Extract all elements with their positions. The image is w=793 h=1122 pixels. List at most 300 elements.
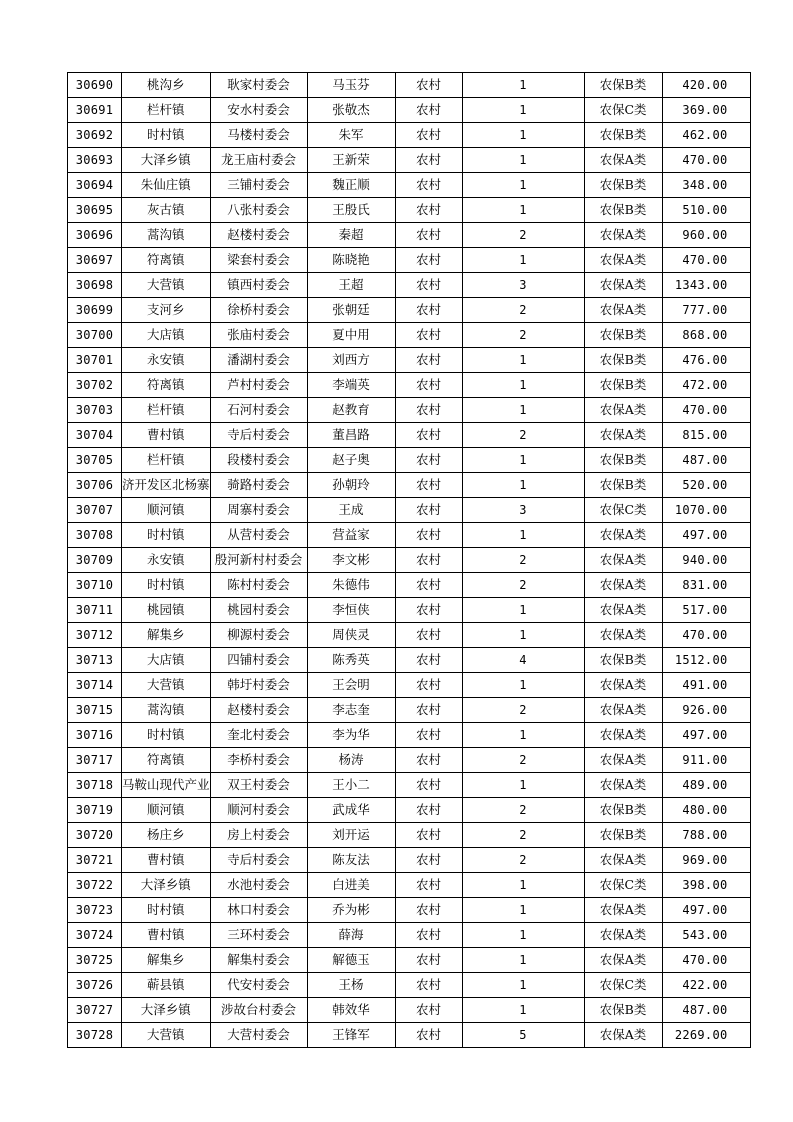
name-cell: 陈晓艳: [307, 248, 395, 273]
table-row: [68, 598, 751, 623]
household-type-cell: 农村: [395, 1023, 462, 1048]
member-count-cell: 1: [462, 998, 584, 1023]
record-id-cell: 30720: [68, 823, 122, 848]
record-id-cell: 30707: [68, 498, 122, 523]
amount-cell: 543.00: [662, 923, 750, 948]
name-cell: 张敬杰: [307, 98, 395, 123]
insurance-category-cell: 农保B类: [584, 373, 662, 398]
household-type-cell: 农村: [395, 298, 462, 323]
record-id-cell: 30701: [68, 348, 122, 373]
amount-cell: 2269.00: [662, 1023, 750, 1048]
member-count-cell: 5: [462, 1023, 584, 1048]
amount-cell: 487.00: [662, 998, 750, 1023]
village-committee-cell: 芦村村委会: [210, 373, 307, 398]
amount-cell: 470.00: [662, 623, 750, 648]
table-row: [68, 73, 751, 98]
member-count-cell: 1: [462, 248, 584, 273]
household-type-cell: 农村: [395, 873, 462, 898]
village-committee-cell: 韩圩村委会: [210, 673, 307, 698]
township-cell: 曹村镇: [122, 848, 211, 873]
village-committee-cell: 林口村委会: [210, 898, 307, 923]
name-cell: 王超: [307, 273, 395, 298]
record-id-cell: 30711: [68, 598, 122, 623]
amount-cell: 480.00: [662, 798, 750, 823]
household-type-cell: 农村: [395, 523, 462, 548]
amount-cell: 497.00: [662, 723, 750, 748]
table-row: [68, 873, 751, 898]
village-committee-cell: 梁套村委会: [210, 248, 307, 273]
amount-cell: 940.00: [662, 548, 750, 573]
village-committee-cell: 三环村委会: [210, 923, 307, 948]
village-committee-cell: 赵楼村委会: [210, 223, 307, 248]
insurance-category-cell: 农保A类: [584, 698, 662, 723]
record-id-cell: 30703: [68, 398, 122, 423]
member-count-cell: 2: [462, 323, 584, 348]
table-row: [68, 98, 751, 123]
record-id-cell: 30702: [68, 373, 122, 398]
amount-cell: 911.00: [662, 748, 750, 773]
name-cell: 马玉芬: [307, 73, 395, 98]
township-cell: 灰古镇: [122, 198, 211, 223]
amount-cell: 470.00: [662, 398, 750, 423]
record-id-cell: 30728: [68, 1023, 122, 1048]
village-committee-cell: 房上村委会: [210, 823, 307, 848]
township-cell: 蒿沟镇: [122, 698, 211, 723]
village-committee-cell: 安水村委会: [210, 98, 307, 123]
township-cell: 杨庄乡: [122, 823, 211, 848]
village-committee-cell: 涉故台村委会: [210, 998, 307, 1023]
insurance-category-cell: 农保A类: [584, 398, 662, 423]
household-type-cell: 农村: [395, 948, 462, 973]
name-cell: 周侠灵: [307, 623, 395, 648]
record-id-cell: 30721: [68, 848, 122, 873]
record-id-cell: 30706: [68, 473, 122, 498]
name-cell: 王殷氏: [307, 198, 395, 223]
table-row: [68, 348, 751, 373]
township-cell: 永安镇: [122, 348, 211, 373]
township-cell: 符离镇: [122, 248, 211, 273]
township-cell: 永安镇: [122, 548, 211, 573]
township-cell: 大店镇: [122, 323, 211, 348]
name-cell: 陈秀英: [307, 648, 395, 673]
table-row: [68, 798, 751, 823]
township-cell: 顺河镇: [122, 498, 211, 523]
village-committee-cell: 桃园村委会: [210, 598, 307, 623]
household-type-cell: 农村: [395, 548, 462, 573]
township-cell: 时村镇: [122, 123, 211, 148]
township-cell: 栏杆镇: [122, 448, 211, 473]
member-count-cell: 1: [462, 373, 584, 398]
village-committee-cell: 马楼村委会: [210, 123, 307, 148]
amount-cell: 420.00: [662, 73, 750, 98]
name-cell: 李志奎: [307, 698, 395, 723]
record-id-cell: 30697: [68, 248, 122, 273]
township-cell: 时村镇: [122, 898, 211, 923]
name-cell: 刘西方: [307, 348, 395, 373]
name-cell: 刘开运: [307, 823, 395, 848]
household-type-cell: 农村: [395, 73, 462, 98]
record-id-cell: 30699: [68, 298, 122, 323]
record-id-cell: 30726: [68, 973, 122, 998]
record-id-cell: 30722: [68, 873, 122, 898]
household-type-cell: 农村: [395, 423, 462, 448]
record-id-cell: 30709: [68, 548, 122, 573]
name-cell: 李为华: [307, 723, 395, 748]
amount-cell: 868.00: [662, 323, 750, 348]
household-type-cell: 农村: [395, 398, 462, 423]
member-count-cell: 2: [462, 573, 584, 598]
record-id-cell: 30724: [68, 923, 122, 948]
member-count-cell: 1: [462, 598, 584, 623]
member-count-cell: 2: [462, 823, 584, 848]
amount-cell: 517.00: [662, 598, 750, 623]
amount-cell: 422.00: [662, 973, 750, 998]
village-committee-cell: 奎北村委会: [210, 723, 307, 748]
member-count-cell: 1: [462, 173, 584, 198]
amount-cell: 510.00: [662, 198, 750, 223]
amount-cell: 491.00: [662, 673, 750, 698]
member-count-cell: 4: [462, 648, 584, 673]
township-cell: 蒿沟镇: [122, 223, 211, 248]
township-cell: 大营镇: [122, 273, 211, 298]
village-committee-cell: 三铺村委会: [210, 173, 307, 198]
insurance-category-cell: 农保C类: [584, 98, 662, 123]
insurance-category-cell: 农保B类: [584, 198, 662, 223]
household-type-cell: 农村: [395, 698, 462, 723]
amount-cell: 497.00: [662, 898, 750, 923]
record-id-cell: 30718: [68, 773, 122, 798]
insurance-category-cell: 农保A类: [584, 723, 662, 748]
name-cell: 王锋军: [307, 1023, 395, 1048]
table-row: [68, 523, 751, 548]
table-row: [68, 948, 751, 973]
record-id-cell: 30691: [68, 98, 122, 123]
insurance-category-cell: 农保A类: [584, 623, 662, 648]
village-committee-cell: 顺河村委会: [210, 798, 307, 823]
name-cell: 王小二: [307, 773, 395, 798]
village-committee-cell: 陈村村委会: [210, 573, 307, 598]
table-row: [68, 573, 751, 598]
amount-cell: 788.00: [662, 823, 750, 848]
member-count-cell: 2: [462, 223, 584, 248]
insurance-category-cell: 农保B类: [584, 823, 662, 848]
township-cell: 解集乡: [122, 623, 211, 648]
village-committee-cell: 段楼村委会: [210, 448, 307, 473]
name-cell: 白进美: [307, 873, 395, 898]
amount-cell: 489.00: [662, 773, 750, 798]
record-id-cell: 30690: [68, 73, 122, 98]
name-cell: 王新荣: [307, 148, 395, 173]
amount-cell: 398.00: [662, 873, 750, 898]
member-count-cell: 1: [462, 448, 584, 473]
table-row: [68, 748, 751, 773]
table-row: [68, 173, 751, 198]
household-type-cell: 农村: [395, 223, 462, 248]
name-cell: 薛海: [307, 923, 395, 948]
township-cell: 大营镇: [122, 673, 211, 698]
table-row: [68, 698, 751, 723]
township-cell: 蕲县镇: [122, 973, 211, 998]
township-cell: 大泽乡镇: [122, 873, 211, 898]
village-committee-cell: 殷河新村村委会: [210, 548, 307, 573]
amount-cell: 470.00: [662, 248, 750, 273]
insurance-category-cell: 农保B类: [584, 73, 662, 98]
record-id-cell: 30713: [68, 648, 122, 673]
name-cell: 朱德伟: [307, 573, 395, 598]
name-cell: 夏中用: [307, 323, 395, 348]
member-count-cell: 1: [462, 348, 584, 373]
table-row: [68, 448, 751, 473]
insurance-category-cell: 农保C类: [584, 498, 662, 523]
household-type-cell: 农村: [395, 473, 462, 498]
table-row: [68, 398, 751, 423]
insurance-category-cell: 农保A类: [584, 773, 662, 798]
township-cell: 栏杆镇: [122, 98, 211, 123]
household-type-cell: 农村: [395, 348, 462, 373]
township-cell: 顺河镇: [122, 798, 211, 823]
amount-cell: 1343.00: [662, 273, 750, 298]
member-count-cell: 2: [462, 548, 584, 573]
household-type-cell: 农村: [395, 98, 462, 123]
name-cell: 韩效华: [307, 998, 395, 1023]
household-type-cell: 农村: [395, 573, 462, 598]
member-count-cell: 1: [462, 948, 584, 973]
record-id-cell: 30723: [68, 898, 122, 923]
village-committee-cell: 耿家村委会: [210, 73, 307, 98]
member-count-cell: 1: [462, 923, 584, 948]
member-count-cell: 1: [462, 398, 584, 423]
amount-cell: 497.00: [662, 523, 750, 548]
township-cell: 曹村镇: [122, 923, 211, 948]
table-row: [68, 423, 751, 448]
name-cell: 武成华: [307, 798, 395, 823]
table-row: [68, 148, 751, 173]
insurance-category-cell: 农保C类: [584, 873, 662, 898]
record-id-cell: 30725: [68, 948, 122, 973]
name-cell: 王会明: [307, 673, 395, 698]
amount-cell: 487.00: [662, 448, 750, 473]
table-row: [68, 848, 751, 873]
insurance-category-cell: 农保A类: [584, 223, 662, 248]
member-count-cell: 1: [462, 473, 584, 498]
household-type-cell: 农村: [395, 823, 462, 848]
table-row: [68, 198, 751, 223]
village-committee-cell: 寺后村委会: [210, 848, 307, 873]
member-count-cell: 1: [462, 623, 584, 648]
table-row: [68, 248, 751, 273]
table-row: [68, 648, 751, 673]
insurance-category-cell: 农保A类: [584, 598, 662, 623]
household-type-cell: 农村: [395, 373, 462, 398]
household-type-cell: 农村: [395, 998, 462, 1023]
amount-cell: 969.00: [662, 848, 750, 873]
record-id-cell: 30696: [68, 223, 122, 248]
township-cell: 时村镇: [122, 723, 211, 748]
name-cell: 营益家: [307, 523, 395, 548]
amount-cell: 476.00: [662, 348, 750, 373]
village-committee-cell: 双王村委会: [210, 773, 307, 798]
township-cell: 曹村镇: [122, 423, 211, 448]
table-row: [68, 373, 751, 398]
village-committee-cell: 石河村委会: [210, 398, 307, 423]
name-cell: 杨涛: [307, 748, 395, 773]
village-committee-cell: 赵楼村委会: [210, 698, 307, 723]
name-cell: 张朝廷: [307, 298, 395, 323]
insurance-category-cell: 农保A类: [584, 848, 662, 873]
household-type-cell: 农村: [395, 273, 462, 298]
table-row: [68, 973, 751, 998]
amount-cell: 472.00: [662, 373, 750, 398]
member-count-cell: 1: [462, 148, 584, 173]
insurance-category-cell: 农保A类: [584, 923, 662, 948]
village-committee-cell: 四铺村委会: [210, 648, 307, 673]
member-count-cell: 2: [462, 423, 584, 448]
record-id-cell: 30712: [68, 623, 122, 648]
insurance-category-cell: 农保B类: [584, 123, 662, 148]
township-cell: 朱仙庄镇: [122, 173, 211, 198]
village-committee-cell: 徐桥村委会: [210, 298, 307, 323]
amount-cell: 1070.00: [662, 498, 750, 523]
household-type-cell: 农村: [395, 723, 462, 748]
record-id-cell: 30704: [68, 423, 122, 448]
member-count-cell: 1: [462, 123, 584, 148]
insurance-category-cell: 农保A类: [584, 523, 662, 548]
household-type-cell: 农村: [395, 773, 462, 798]
table-row: [68, 923, 751, 948]
name-cell: 解德玉: [307, 948, 395, 973]
township-cell: 栏杆镇: [122, 398, 211, 423]
village-committee-cell: 从营村委会: [210, 523, 307, 548]
village-committee-cell: 李桥村委会: [210, 748, 307, 773]
record-id-cell: 30698: [68, 273, 122, 298]
data-table: [67, 72, 751, 1048]
insurance-category-cell: 农保A类: [584, 748, 662, 773]
insurance-category-cell: 农保A类: [584, 273, 662, 298]
member-count-cell: 2: [462, 298, 584, 323]
village-committee-cell: 寺后村委会: [210, 423, 307, 448]
township-cell: 大泽乡镇: [122, 998, 211, 1023]
table-body: [68, 73, 751, 1048]
household-type-cell: 农村: [395, 123, 462, 148]
township-cell: 时村镇: [122, 573, 211, 598]
record-id-cell: 30715: [68, 698, 122, 723]
household-type-cell: 农村: [395, 598, 462, 623]
record-id-cell: 30695: [68, 198, 122, 223]
member-count-cell: 3: [462, 273, 584, 298]
amount-cell: 1512.00: [662, 648, 750, 673]
name-cell: 赵子奥: [307, 448, 395, 473]
name-cell: 王杨: [307, 973, 395, 998]
village-committee-cell: 骑路村委会: [210, 473, 307, 498]
insurance-category-cell: 农保B类: [584, 998, 662, 1023]
table-row: [68, 623, 751, 648]
insurance-category-cell: 农保A类: [584, 248, 662, 273]
name-cell: 乔为彬: [307, 898, 395, 923]
village-committee-cell: 潘湖村委会: [210, 348, 307, 373]
insurance-category-cell: 农保B类: [584, 473, 662, 498]
household-type-cell: 农村: [395, 198, 462, 223]
amount-cell: 926.00: [662, 698, 750, 723]
household-type-cell: 农村: [395, 323, 462, 348]
table-row: [68, 323, 751, 348]
member-count-cell: 1: [462, 198, 584, 223]
household-type-cell: 农村: [395, 623, 462, 648]
insurance-category-cell: 农保A类: [584, 573, 662, 598]
township-cell: 桃园镇: [122, 598, 211, 623]
table-row: [68, 898, 751, 923]
insurance-category-cell: 农保A类: [584, 423, 662, 448]
table-row: [68, 498, 751, 523]
insurance-category-cell: 农保B类: [584, 798, 662, 823]
member-count-cell: 1: [462, 98, 584, 123]
table-row: [68, 123, 751, 148]
township-cell: 马鞍山现代产业: [122, 773, 211, 798]
village-committee-cell: 周寨村委会: [210, 498, 307, 523]
amount-cell: 470.00: [662, 948, 750, 973]
member-count-cell: 3: [462, 498, 584, 523]
household-type-cell: 农村: [395, 798, 462, 823]
township-cell: 大店镇: [122, 648, 211, 673]
record-id-cell: 30708: [68, 523, 122, 548]
name-cell: 秦超: [307, 223, 395, 248]
insurance-category-cell: 农保C类: [584, 973, 662, 998]
township-cell: 解集乡: [122, 948, 211, 973]
record-id-cell: 30714: [68, 673, 122, 698]
member-count-cell: 1: [462, 973, 584, 998]
village-committee-cell: 镇西村委会: [210, 273, 307, 298]
record-id-cell: 30694: [68, 173, 122, 198]
record-id-cell: 30710: [68, 573, 122, 598]
record-id-cell: 30717: [68, 748, 122, 773]
household-type-cell: 农村: [395, 648, 462, 673]
amount-cell: 470.00: [662, 148, 750, 173]
table-row: [68, 473, 751, 498]
insurance-category-cell: 农保A类: [584, 1023, 662, 1048]
member-count-cell: 1: [462, 723, 584, 748]
table-row: [68, 723, 751, 748]
table-row: [68, 273, 751, 298]
member-count-cell: 1: [462, 873, 584, 898]
township-cell: 支河乡: [122, 298, 211, 323]
insurance-category-cell: 农保A类: [584, 673, 662, 698]
amount-cell: 369.00: [662, 98, 750, 123]
amount-cell: 960.00: [662, 223, 750, 248]
name-cell: 赵教育: [307, 398, 395, 423]
member-count-cell: 1: [462, 673, 584, 698]
household-type-cell: 农村: [395, 848, 462, 873]
amount-cell: 520.00: [662, 473, 750, 498]
township-cell: 符离镇: [122, 748, 211, 773]
member-count-cell: 1: [462, 73, 584, 98]
insurance-category-cell: 农保A类: [584, 148, 662, 173]
household-type-cell: 农村: [395, 673, 462, 698]
insurance-category-cell: 农保A类: [584, 898, 662, 923]
amount-cell: 815.00: [662, 423, 750, 448]
village-committee-cell: 大营村委会: [210, 1023, 307, 1048]
table-row: [68, 773, 751, 798]
household-type-cell: 农村: [395, 748, 462, 773]
village-committee-cell: 龙王庙村委会: [210, 148, 307, 173]
table-row: [68, 223, 751, 248]
amount-cell: 777.00: [662, 298, 750, 323]
table-row: [68, 298, 751, 323]
insurance-category-cell: 农保A类: [584, 948, 662, 973]
member-count-cell: 2: [462, 698, 584, 723]
insurance-category-cell: 农保B类: [584, 448, 662, 473]
township-cell: 大泽乡镇: [122, 148, 211, 173]
household-type-cell: 农村: [395, 448, 462, 473]
household-type-cell: 农村: [395, 923, 462, 948]
